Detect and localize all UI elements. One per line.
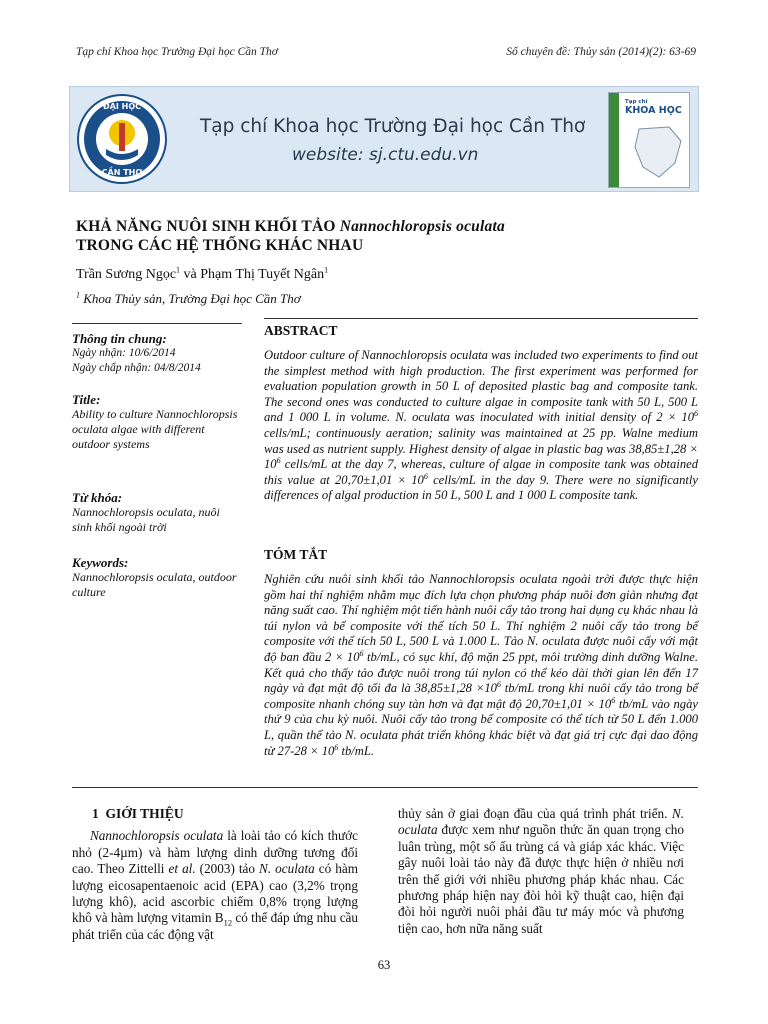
title-prefix: KHẢ NĂNG NUÔI SINH KHỐI TẢO — [76, 218, 340, 235]
affiliation-sup: 1 — [76, 290, 80, 300]
keywords-heading: Keywords: — [72, 555, 129, 570]
intro-left-b: (2003) tảo — [195, 861, 260, 877]
tomtat-sup-4: 6 — [334, 742, 339, 752]
author-2: Phạm Thị Tuyết Ngân — [200, 267, 325, 282]
abstract-part-2: cells/mL; continuously aeration; salinity was maintained at 25 pp. Walne medium was used as nutrient supply. Highest density of algae in plastic bag was 38,85±1,28 × 10 — [264, 425, 698, 472]
body-column-left — [72, 806, 358, 943]
tomtat-part-2: tb/mL, có sục khí, độ mặn 25 ppt, môi trường dinh dưỡng Walne. Kết quả cho thấy tảo được nuôi trong túi nylon có thể kéo dài thời gian lên đến 17 ngày và đạt mật độ tối đa là 38,85±1,28 ×10 — [264, 649, 698, 696]
intro-left-a: là loài tảo có kích thước nhỏ (2-4µm) và hàm lượng dinh dưỡng tương đối cao. Theo Zittelli — [72, 828, 358, 877]
tomtat-part-4: tb/mL vào ngày thứ 9 của chu kỳ nuôi. Nuôi cấy tảo trong bể composite có thể tích từ 50 L đến 1.000 L, quần thể tảo N. oculata phát triển không khác biệt và đạt giá trị cực đại dao động từ 27-28 × 10 — [264, 696, 698, 758]
banner-title: Tạp chí Khoa học Trường Đại học Cần Thơ — [200, 116, 586, 137]
species-name: Nannochloropsis oculata — [90, 828, 224, 844]
accepted-date: Ngày chấp nhận: 04/8/2014 — [72, 362, 201, 374]
info-block — [72, 331, 252, 376]
tukhoa-block — [72, 490, 252, 535]
tukhoa-text: Nannochloropsis oculata, nuôi sinh khối ngoài trời — [72, 505, 220, 534]
authors — [76, 267, 328, 283]
paper-title — [76, 217, 505, 255]
species-abbrev: N. oculata — [259, 861, 315, 877]
section-heading — [72, 806, 358, 822]
abstract-part-4: cells/mL in the day 9. There were no significantly differences of algal production in 50 L, 500 L and 1 000 L composite tank. — [264, 472, 698, 503]
abstract-divider — [264, 318, 698, 319]
abstract-sup-3: 6 — [423, 471, 428, 481]
intro-left-d: có thể đáp ứng nhu cầu phát triển của các động vật — [72, 910, 358, 942]
keywords-text: Nannochloropsis oculata, outdoor culture — [72, 570, 237, 599]
tomtat-heading: TÓM TẮT — [264, 547, 328, 562]
title-text: Ability to culture Nannochloropsis oculata algae with different outdoor systems — [72, 407, 238, 451]
keywords-block — [72, 555, 252, 600]
section-number: 1 — [92, 806, 99, 821]
running-head-issue: Số chuyên đề: Thủy sản (2014)(2): 63-69 — [506, 46, 696, 58]
info-heading: Thông tin chung: — [72, 331, 167, 346]
intro-paragraph-right — [398, 806, 684, 937]
journal-cover-thumbnail — [608, 92, 690, 188]
sidebar-divider — [72, 323, 242, 324]
page-number: 63 — [377, 958, 391, 972]
tomtat-text — [264, 572, 698, 759]
title-heading: Title: — [72, 392, 101, 407]
abstract-part-3: cells/mL at the day 7, whereas, culture of algae in composite tank was obtained this value at 20,70±1,01 × 10 — [264, 457, 698, 487]
author-1-sup: 1 — [176, 265, 181, 275]
affiliation — [76, 291, 301, 307]
cover-strip — [609, 93, 619, 187]
tomtat-part-1: Nghiên cứu nuôi sinh khối tảo Nannochloropsis oculata ngoài trời được thực hiện gồm hai thí nghiệm nhằm mục đích lựa chọn phương pháp nuôi đơn giản nhưng đạt năng suất cao. Thí nghiệm một tiến hành nuôi cấy tảo trong hai dụng cụ khác nhau là túi nylon và bể composite với thể tích 50 L. Thí nghiệm 2 nuôi cấy tảo trong bể composite với thể tích 50 L, 500 L và 1.000 L. Tảo N. oculata được nuôi cấy với mật độ ban đầu 2 × 10 — [264, 572, 698, 664]
abstract-heading: ABSTRACT — [264, 323, 338, 338]
ctu-logo-icon — [76, 93, 168, 185]
cover-map-icon — [629, 123, 685, 181]
title-species: Nannochloropsis oculata — [339, 218, 505, 235]
vitamin-subscript: 12 — [223, 918, 233, 929]
section-title: GIỚI THIỆU — [105, 806, 184, 821]
author-2-sup: 1 — [324, 265, 329, 275]
title-line-1 — [76, 217, 505, 236]
intro-left-c: có hàm lượng eicosapentaenoic acid (EPA) cao (3,2% trọng lượng khô), acid ascorbic chiếm 0,8% trọng lượng khô và hàm lượng vitamin B — [72, 861, 358, 926]
tomtat-part-5: tb/mL. — [338, 743, 374, 758]
tomtat-sup-2: 6 — [496, 679, 501, 689]
body-column-right — [398, 806, 684, 937]
abstract-text — [264, 348, 698, 504]
title-block — [72, 392, 252, 452]
tomtat-sup-1: 6 — [359, 648, 364, 658]
species-abbrev-right: N. oculata — [398, 806, 684, 838]
author-conjunction: và — [180, 267, 201, 282]
received-date: Ngày nhận: 10/6/2014 — [72, 347, 176, 359]
etal: et al. — [168, 861, 196, 877]
title-line-2: TRONG CÁC HỆ THỐNG KHÁC NHAU — [76, 237, 364, 254]
abstract-sup-1: 6 — [694, 409, 698, 419]
intro-paragraph-left — [72, 828, 358, 943]
svg-text:CẦN THƠ: CẦN THƠ — [101, 168, 143, 177]
journal-banner — [69, 86, 699, 192]
svg-text:ĐẠI HỌC: ĐẠI HỌC — [102, 102, 142, 111]
banner-website: website: sj.ctu.edu.vn — [292, 145, 479, 165]
abstract-bottom-divider — [72, 787, 698, 788]
abstract-sup-2: 6 — [276, 455, 281, 465]
intro-right-b: được xem như nguồn thức ăn quan trọng cho luân trùng, một số ấu trùng cá và giáp xác khác. Việc gây nuôi loài tảo này đã được thực hiện ở nhiều nơi trên thế giới với nhiều phương pháp khác nhau. Các phương pháp hiện nay đòi hỏi kỹ thuật cao, hiện đại đòi hỏi người nuôi phải đầu tư máy móc và phương tiện cao, hơn nữa năng suất — [398, 822, 684, 936]
cover-small-label: Tạp chí — [625, 99, 648, 105]
running-head-journal: Tạp chí Khoa học Trường Đại học Cần Thơ — [76, 46, 278, 58]
tomtat-sup-3: 6 — [611, 695, 616, 705]
cover-title: KHOA HỌC — [625, 105, 682, 116]
tomtat-part-3: tb/mL trong khi nuôi cấy tảo trong bể composite nhanh chóng suy tàn hơn và đạt mật độ 20,70±1,01 × 10 — [264, 681, 698, 711]
author-1: Trần Sương Ngọc — [76, 267, 177, 282]
intro-right-a: thủy sản ở giai đoạn đầu của quá trình phát triển. — [398, 806, 672, 821]
tukhoa-heading: Từ khóa: — [72, 490, 123, 505]
abstract-part-1: Outdoor culture of Nannochloropsis oculata was included two experiments to find out the simplest method with high production. The first experiment was performed for evaluation population growth in 50 L of deposited plastic bag and composite tank. The second ones was conducted to culture algae in composite tank with 50 L, 500 L and 1 000 L in volume. N. oculata was inoculated with initial density of 2 × 10 — [264, 348, 698, 425]
affiliation-text: Khoa Thủy sản, Trường Đại học Cần Thơ — [80, 291, 301, 306]
